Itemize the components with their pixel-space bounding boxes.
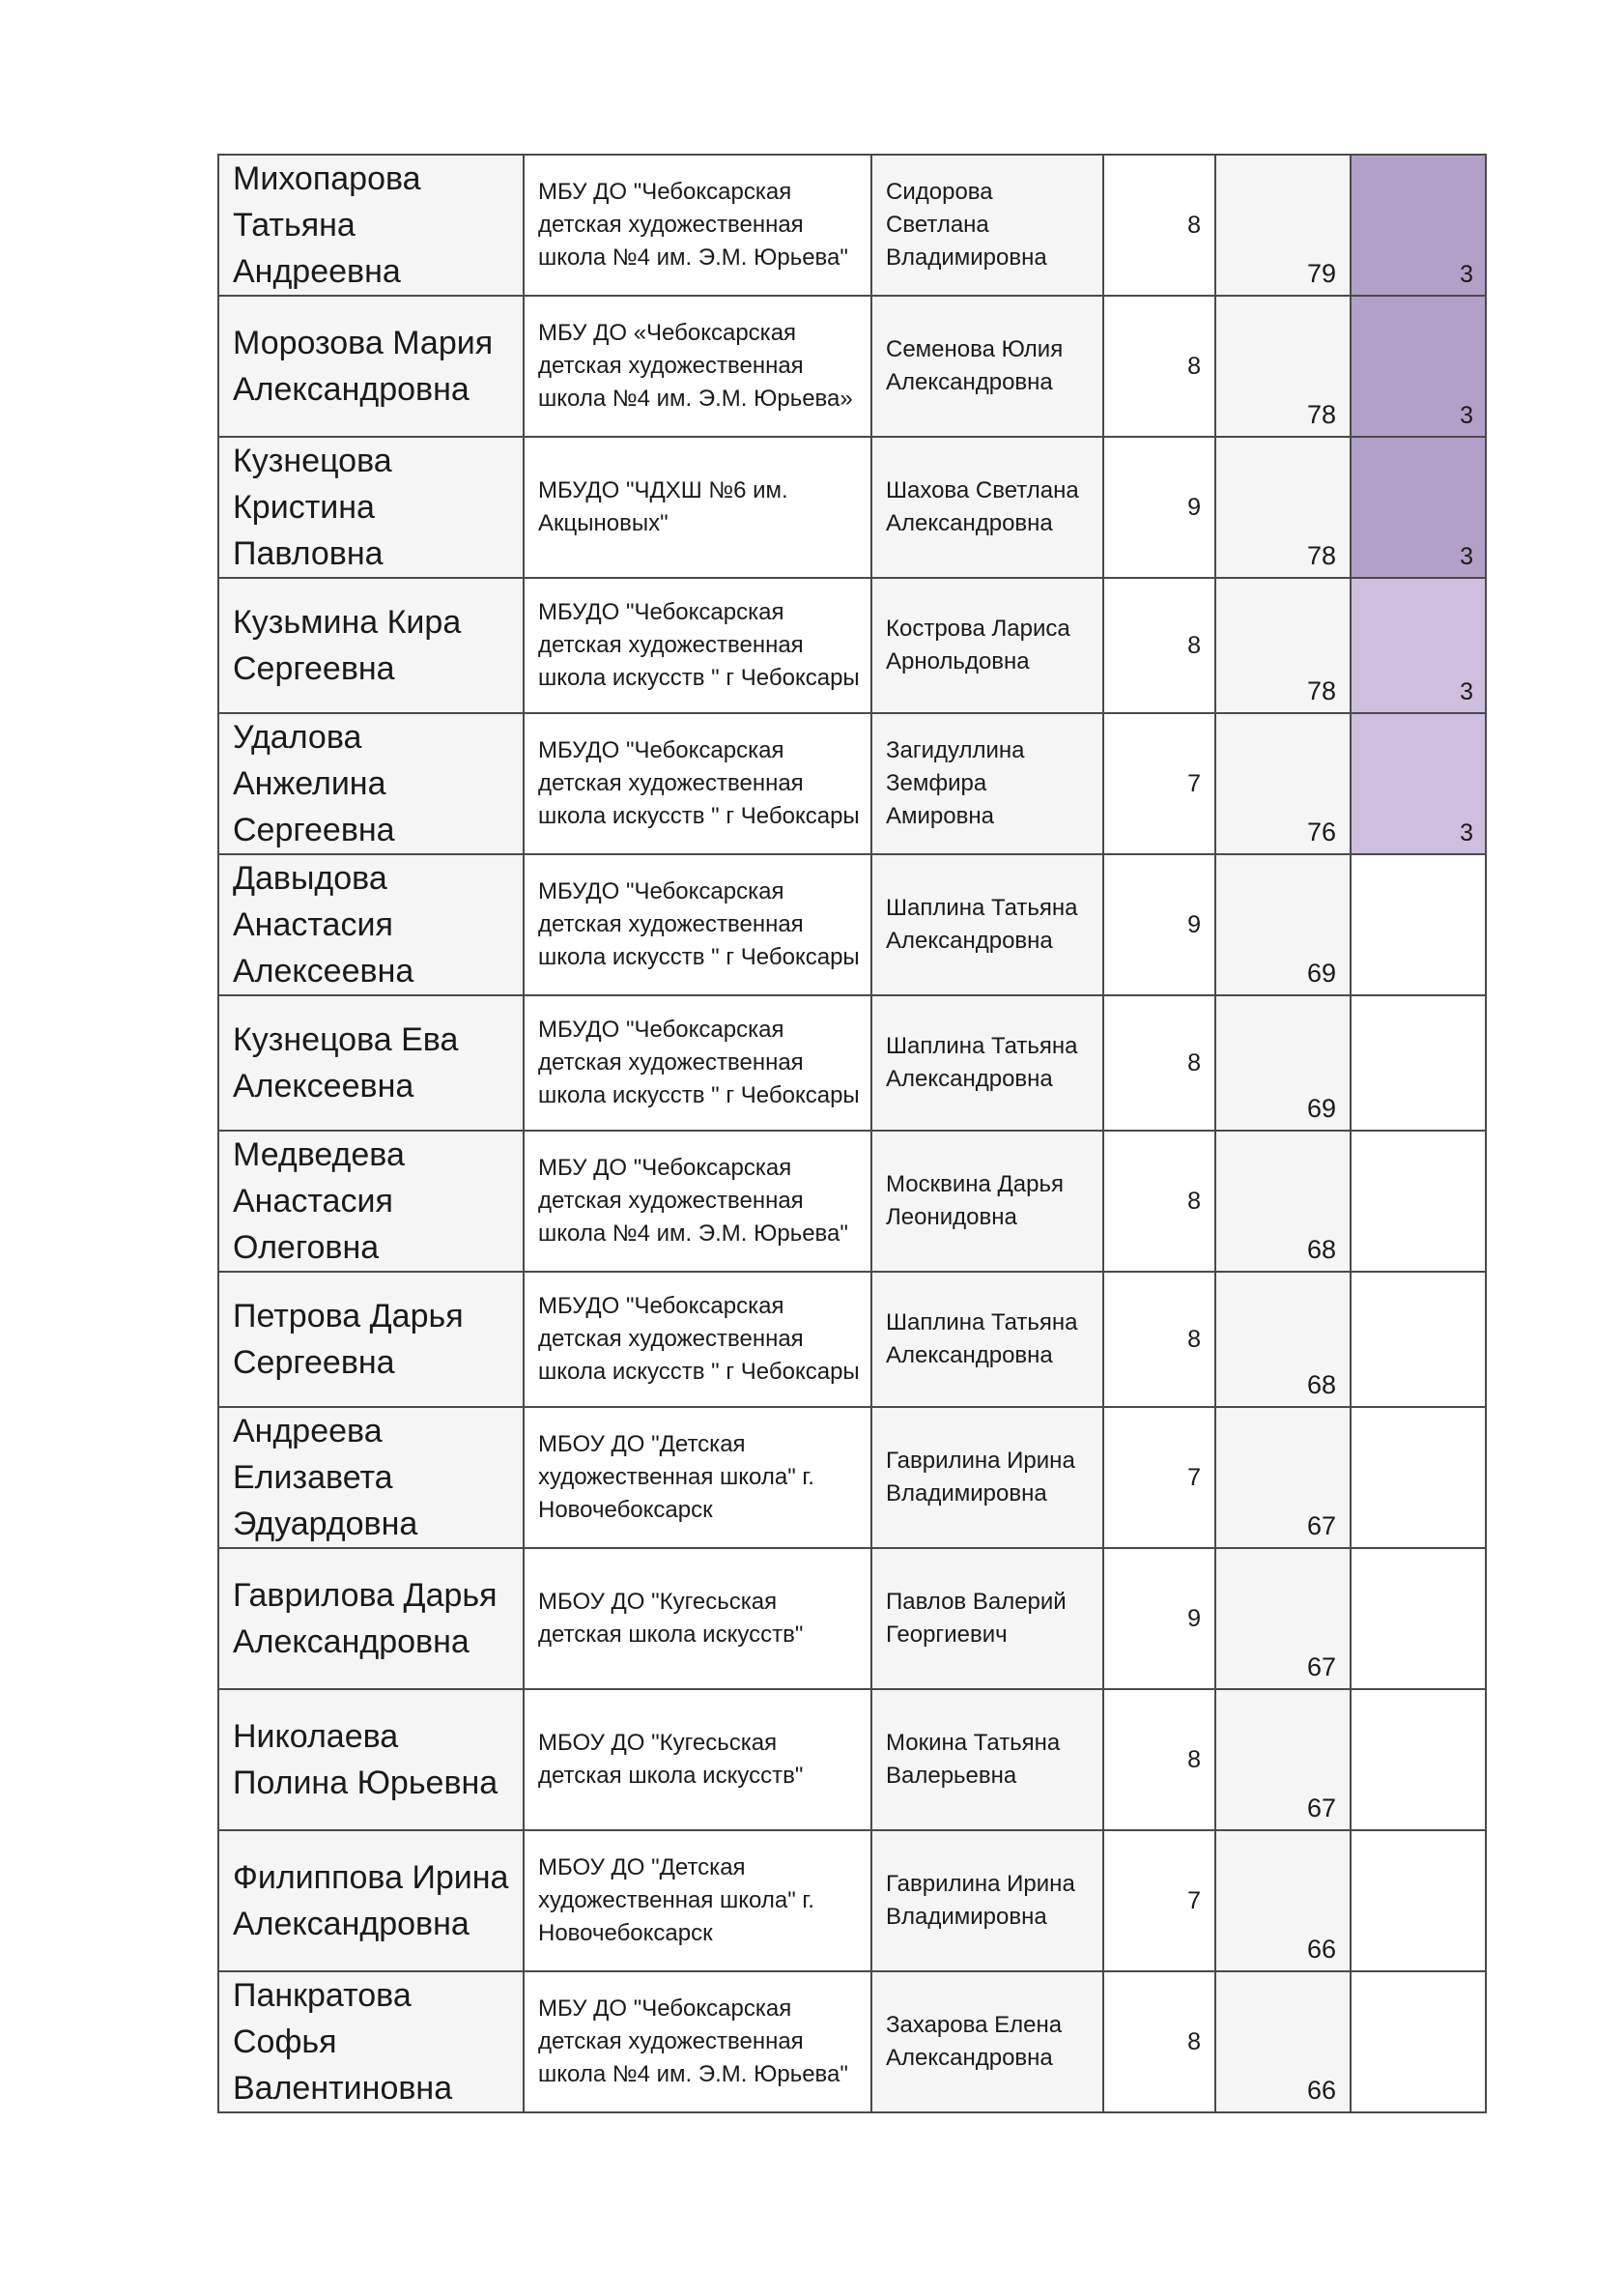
place-text: 3: [1460, 402, 1473, 429]
grade-text: 9: [1187, 493, 1201, 521]
teacher-text: Кострова Лариса Арнольдовна: [886, 616, 1070, 674]
score-cell: [1215, 1131, 1351, 1272]
school-text: МБУДО "Чебоксарская детская художественная школа искусств " г Чебоксары: [538, 599, 860, 691]
teacher-text: Загидуллина Земфира Амировна: [886, 737, 1025, 829]
school-cell: [524, 1830, 871, 1971]
teacher-text: Гаврилина Ирина Владимировна: [886, 1448, 1075, 1507]
participant-name-cell: [218, 296, 524, 437]
score-cell: [1215, 1407, 1351, 1548]
grade-cell: [1103, 578, 1215, 713]
place-cell: [1351, 1131, 1486, 1272]
grade-cell: [1103, 1272, 1215, 1407]
table-row: [218, 1272, 1486, 1407]
participant-name-text: Андреева Елизавета Эдуардовна: [233, 1413, 418, 1542]
grade-text: 8: [1187, 1745, 1201, 1773]
score-cell: [1215, 713, 1351, 854]
grade-cell: [1103, 437, 1215, 578]
grade-text: 8: [1187, 1325, 1201, 1353]
school-text: МБУ ДО "Чебоксарская детская художественная школа №4 им. Э.М. Юрьева": [538, 1995, 848, 2087]
score-cell: [1215, 437, 1351, 578]
participant-name-cell: [218, 854, 524, 995]
grade-cell: [1103, 1131, 1215, 1272]
score-text: 69: [1306, 959, 1336, 988]
score-text: 69: [1306, 1094, 1336, 1123]
score-text: 67: [1306, 1794, 1336, 1822]
grade-cell: [1103, 713, 1215, 854]
teacher-cell: [871, 1407, 1103, 1548]
school-text: МБОУ ДО "Детская художественная школа" г. Новочебоксарск: [538, 1431, 814, 1523]
score-cell: [1215, 995, 1351, 1131]
participant-name-cell: [218, 1971, 524, 2112]
place-cell: [1351, 1689, 1486, 1830]
table-row: [218, 1689, 1486, 1830]
participant-name-text: Панкратова Софья Валентиновна: [233, 1977, 453, 2107]
school-cell: [524, 296, 871, 437]
table-row: [218, 995, 1486, 1131]
school-cell: [524, 1689, 871, 1830]
teacher-cell: [871, 1131, 1103, 1272]
score-cell: [1215, 1689, 1351, 1830]
grade-cell: [1103, 1830, 1215, 1971]
teacher-cell: [871, 713, 1103, 854]
place-text: 3: [1460, 261, 1473, 288]
school-text: МБУДО "Чебоксарская детская художественная школа искусств " г Чебоксары: [538, 1293, 860, 1385]
score-cell: [1215, 1548, 1351, 1689]
score-cell: [1215, 1971, 1351, 2112]
results-table-body: [218, 155, 1486, 2112]
school-cell: [524, 1548, 871, 1689]
score-text: 67: [1306, 1511, 1336, 1540]
participant-name-text: Удалова Анжелина Сергеевна: [233, 719, 395, 848]
grade-text: 9: [1187, 1604, 1201, 1632]
table-row: [218, 578, 1486, 713]
teacher-text: Павлов Валерий Георгиевич: [886, 1589, 1067, 1648]
score-cell: [1215, 296, 1351, 437]
participant-name-cell: [218, 1131, 524, 1272]
table-row: [218, 713, 1486, 854]
school-text: МБОУ ДО "Кугесьская детская школа искусств": [538, 1730, 804, 1789]
score-cell: [1215, 1830, 1351, 1971]
participant-name-text: Кузьмина Кира Сергеевна: [233, 604, 462, 687]
score-text: 66: [1306, 2076, 1336, 2105]
school-cell: [524, 578, 871, 713]
score-text: 76: [1306, 818, 1336, 847]
participant-name-cell: [218, 155, 524, 296]
place-cell: [1351, 1830, 1486, 1971]
school-text: МБУ ДО «Чебоксарская детская художественная школа №4 им. Э.М. Юрьева»: [538, 320, 853, 412]
school-text: МБОУ ДО "Кугесьская детская школа искусств": [538, 1589, 804, 1648]
participant-name-text: Давыдова Анастасия Алексеевна: [233, 860, 414, 990]
grade-cell: [1103, 296, 1215, 437]
school-text: МБУ ДО "Чебоксарская детская художественная школа №4 им. Э.М. Юрьева": [538, 179, 848, 271]
school-cell: [524, 1272, 871, 1407]
place-cell: [1351, 578, 1486, 713]
place-cell: [1351, 155, 1486, 296]
teacher-cell: [871, 437, 1103, 578]
teacher-text: Шаплина Татьяна Александровна: [886, 895, 1078, 954]
teacher-text: Москвина Дарья Леонидовна: [886, 1171, 1064, 1230]
grade-cell: [1103, 995, 1215, 1131]
teacher-cell: [871, 1272, 1103, 1407]
score-text: 67: [1306, 1652, 1336, 1681]
teacher-text: Семенова Юлия Александровна: [886, 336, 1064, 395]
score-text: 78: [1306, 541, 1336, 570]
score-text: 68: [1306, 1235, 1336, 1264]
grade-text: 7: [1187, 769, 1201, 797]
grade-text: 8: [1187, 2027, 1201, 2055]
teacher-text: Мокина Татьяна Валерьевна: [886, 1730, 1061, 1789]
score-cell: [1215, 1272, 1351, 1407]
teacher-cell: [871, 1830, 1103, 1971]
score-cell: [1215, 854, 1351, 995]
grade-cell: [1103, 1971, 1215, 2112]
school-cell: [524, 1971, 871, 2112]
teacher-cell: [871, 578, 1103, 713]
participant-name-text: Филиппова Ирина Александровна: [233, 1859, 509, 1942]
teacher-cell: [871, 1971, 1103, 2112]
grade-cell: [1103, 1689, 1215, 1830]
table-row: [218, 155, 1486, 296]
table-row: [218, 296, 1486, 437]
place-cell: [1351, 713, 1486, 854]
table-row: [218, 1830, 1486, 1971]
school-cell: [524, 995, 871, 1131]
participant-name-cell: [218, 1407, 524, 1548]
teacher-text: Шаплина Татьяна Александровна: [886, 1033, 1078, 1092]
place-cell: [1351, 854, 1486, 995]
table-row: [218, 1407, 1486, 1548]
participant-name-text: Гаврилова Дарья Александровна: [233, 1577, 498, 1660]
place-cell: [1351, 995, 1486, 1131]
table-row: [218, 1131, 1486, 1272]
grade-cell: [1103, 1407, 1215, 1548]
place-text: 3: [1460, 543, 1473, 570]
school-text: МБУДО "Чебоксарская детская художественная школа искусств " г Чебоксары: [538, 737, 860, 829]
participant-name-text: Кузнецова Ева Алексеевна: [233, 1021, 459, 1105]
participant-name-text: Морозова Мария Александровна: [233, 325, 494, 408]
place-cell: [1351, 1272, 1486, 1407]
teacher-cell: [871, 296, 1103, 437]
grade-text: 7: [1187, 1463, 1201, 1491]
grade-text: 8: [1187, 352, 1201, 380]
score-cell: [1215, 155, 1351, 296]
score-cell: [1215, 578, 1351, 713]
grade-text: 8: [1187, 631, 1201, 659]
score-text: 78: [1306, 400, 1336, 429]
table-row: [218, 1971, 1486, 2112]
teacher-text: Захарова Елена Александровна: [886, 2012, 1063, 2071]
place-cell: [1351, 1971, 1486, 2112]
place-cell: [1351, 1407, 1486, 1548]
school-text: МБУДО "Чебоксарская детская художественная школа искусств " г Чебоксары: [538, 878, 860, 970]
teacher-cell: [871, 1548, 1103, 1689]
teacher-cell: [871, 995, 1103, 1131]
participant-name-cell: [218, 1830, 524, 1971]
score-text: 66: [1306, 1935, 1336, 1964]
grade-cell: [1103, 1548, 1215, 1689]
school-text: МБУ ДО "Чебоксарская детская художественная школа №4 им. Э.М. Юрьева": [538, 1155, 848, 1247]
place-cell: [1351, 296, 1486, 437]
grade-text: 8: [1187, 1048, 1201, 1076]
participant-name-text: Медведева Анастасия Олеговна: [233, 1136, 405, 1266]
teacher-text: Шаплина Татьяна Александровна: [886, 1309, 1078, 1368]
table-row: [218, 1548, 1486, 1689]
school-text: МБОУ ДО "Детская художественная школа" г. Новочебоксарск: [538, 1854, 814, 1946]
score-text: 78: [1306, 676, 1336, 705]
grade-cell: [1103, 155, 1215, 296]
table-row: [218, 437, 1486, 578]
grade-text: 7: [1187, 1886, 1201, 1914]
teacher-cell: [871, 1689, 1103, 1830]
place-text: 3: [1460, 819, 1473, 847]
school-cell: [524, 1131, 871, 1272]
participant-name-text: Михопарова Татьяна Андреевна: [233, 160, 421, 290]
participant-name-cell: [218, 995, 524, 1131]
participant-name-cell: [218, 437, 524, 578]
school-text: МБУДО "Чебоксарская детская художественная школа искусств " г Чебоксары: [538, 1017, 860, 1108]
participant-name-cell: [218, 1548, 524, 1689]
school-cell: [524, 155, 871, 296]
place-cell: [1351, 1548, 1486, 1689]
school-cell: [524, 854, 871, 995]
place-cell: [1351, 437, 1486, 578]
grade-cell: [1103, 854, 1215, 995]
score-text: 68: [1306, 1370, 1336, 1399]
teacher-cell: [871, 155, 1103, 296]
teacher-cell: [871, 854, 1103, 995]
participant-name-text: Кузнецова Кристина Павловна: [233, 443, 392, 572]
teacher-text: Гаврилина Ирина Владимировна: [886, 1871, 1075, 1930]
grade-text: 8: [1187, 1187, 1201, 1215]
school-cell: [524, 1407, 871, 1548]
score-text: 79: [1306, 259, 1336, 288]
grade-text: 8: [1187, 211, 1201, 239]
participant-name-text: Николаева Полина Юрьевна: [233, 1718, 498, 1801]
teacher-text: Шахова Светлана Александровна: [886, 477, 1079, 536]
school-cell: [524, 713, 871, 854]
participant-name-cell: [218, 1689, 524, 1830]
participant-name-cell: [218, 1272, 524, 1407]
participant-name-text: Петрова Дарья Сергеевна: [233, 1298, 464, 1381]
participant-name-cell: [218, 713, 524, 854]
school-text: МБУДО "ЧДХШ №6 им. Акцыновых": [538, 477, 788, 536]
school-cell: [524, 437, 871, 578]
participant-name-cell: [218, 578, 524, 713]
teacher-text: Сидорова Светлана Владимировна: [886, 179, 1047, 271]
table-row: [218, 854, 1486, 995]
place-text: 3: [1460, 678, 1473, 705]
results-table: [217, 154, 1487, 2113]
grade-text: 9: [1187, 910, 1201, 938]
